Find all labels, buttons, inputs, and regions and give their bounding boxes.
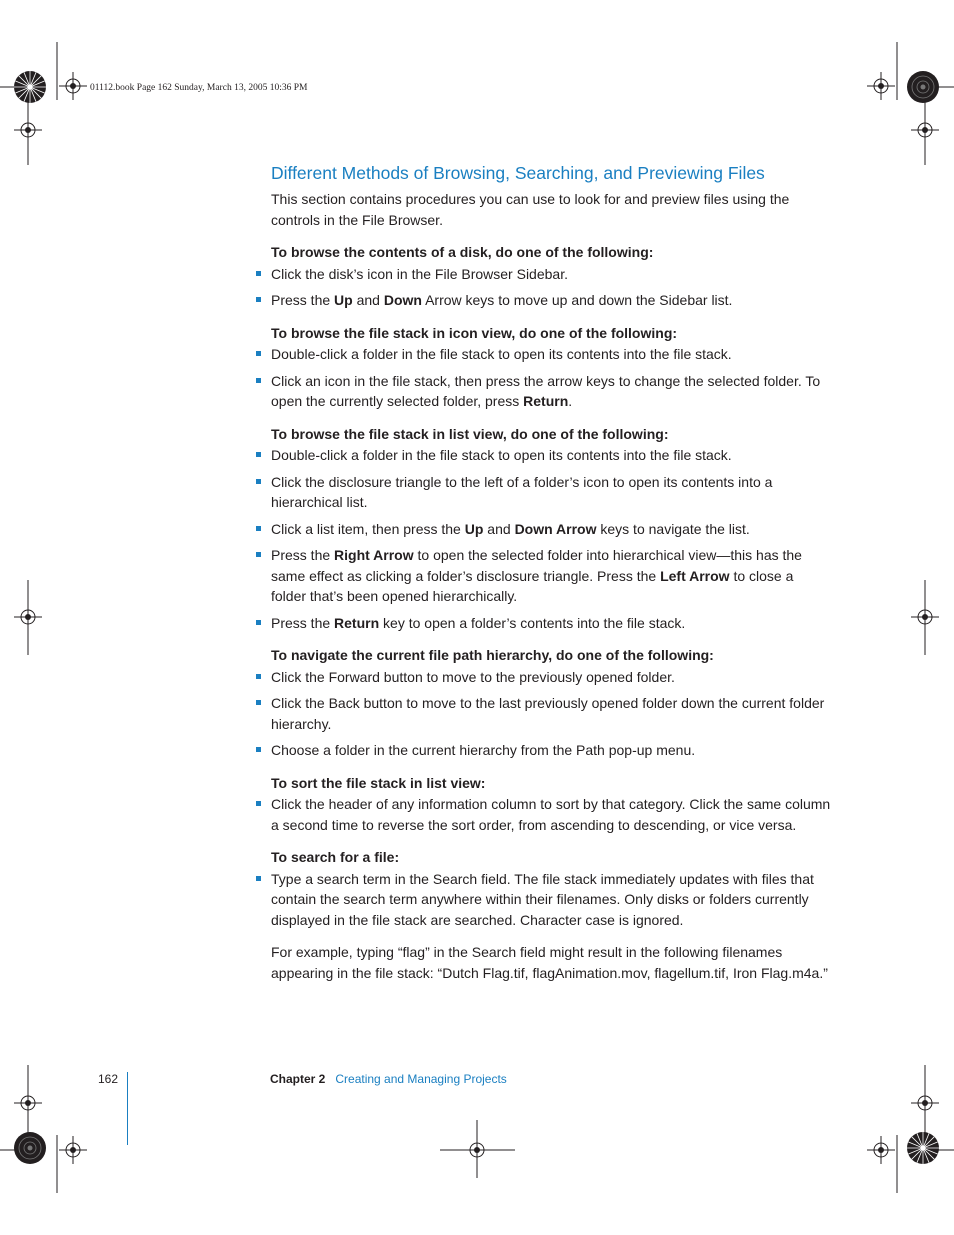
item-text: keys to navigate the list. xyxy=(596,520,750,537)
bullet-square-icon xyxy=(256,526,261,531)
chapter-title-link[interactable]: Creating and Managing Projects xyxy=(335,1072,507,1086)
item-text: Click the disclosure triangle to the left of a folder’s icon to open its contents into a hierarchical list. xyxy=(271,473,773,510)
list-item xyxy=(271,794,831,835)
intro-paragraph: This section contains procedures you can use to look for and preview files using the controls in the File Browser. xyxy=(271,191,790,228)
list-item xyxy=(271,472,831,513)
item-text: Arrow keys to move up and down the Sidebar list. xyxy=(421,292,733,308)
list-item xyxy=(271,667,831,688)
bullet-square-icon xyxy=(256,620,261,625)
list-item xyxy=(271,613,831,634)
task-list xyxy=(271,242,831,930)
item-text: Click the Forward button to move to the previously opened folder. xyxy=(271,668,675,685)
task-heading: To sort the file stack in list view: xyxy=(271,774,486,791)
item-text: Press the xyxy=(271,614,335,631)
key-name: Return xyxy=(334,614,380,631)
item-text: Press the xyxy=(271,292,335,308)
bullet-square-icon xyxy=(256,700,261,705)
key-name: Down xyxy=(383,292,422,308)
list-item xyxy=(271,371,831,412)
registration-target-icon xyxy=(59,72,87,100)
list-item xyxy=(271,693,831,734)
page-number: 162 xyxy=(98,1072,119,1086)
list-item xyxy=(271,264,831,285)
item-text: Click the disk’s icon in the File Browser Sidebar. xyxy=(271,265,568,282)
item-text: to open the selected folder into hierarchical view—this has the same effect as clicking a folder’s disclosure triangle. Press the xyxy=(271,547,802,584)
task-heading: To browse the file stack in icon view, do one of the following: xyxy=(271,324,678,341)
item-text: Click the header of any information column to sort by that category. Click the same column a second time to reverse the sort order, from ascending to descending, or vice versa. xyxy=(271,796,831,833)
example-paragraph: For example, typing “flag” in the Search field might result in the following filenames appearing in the file stack: “Dutch Flag.tif, flagAnimation.mov, flagellum.tif, Iron Flag.m4a.” xyxy=(271,944,828,981)
bullet-square-icon xyxy=(256,801,261,806)
list-item xyxy=(271,445,831,466)
registration-target-icon xyxy=(911,603,939,631)
item-text: key to open a folder’s contents into the file stack. xyxy=(379,614,686,631)
list-item xyxy=(271,740,831,761)
bullet-list xyxy=(271,264,831,311)
bullet-list xyxy=(271,869,831,931)
item-text: and xyxy=(483,520,515,537)
task-heading: To search for a file: xyxy=(271,849,400,865)
bullet-list xyxy=(271,794,831,835)
section-title: Different Methods of Browsing, Searching, and Previewing Files xyxy=(271,163,765,183)
bullet-square-icon xyxy=(256,747,261,752)
bullet-square-icon xyxy=(256,452,261,457)
bullet-square-icon xyxy=(256,378,261,383)
key-name: Right Arrow xyxy=(334,547,414,563)
page-content xyxy=(271,161,831,983)
bullet-square-icon xyxy=(256,876,261,881)
registration-target-icon xyxy=(911,116,939,144)
list-item xyxy=(271,545,831,607)
list-item xyxy=(271,869,831,931)
item-text: Click the Back button to move to the last previously opened folder down the current folder hierarchy. xyxy=(271,695,825,732)
bullet-square-icon xyxy=(256,297,261,302)
key-name: Down Arrow xyxy=(514,520,597,537)
bullet-square-icon xyxy=(256,479,261,484)
key-name: Up xyxy=(334,292,353,308)
item-text: Click a list item, then press the xyxy=(271,520,465,537)
chapter-footer xyxy=(270,1072,507,1086)
star-target-icon xyxy=(906,1131,940,1165)
key-name: Up xyxy=(464,520,484,537)
list-item xyxy=(271,290,831,311)
task-heading: To navigate the current file path hierarchy, do one of the following: xyxy=(271,647,714,663)
registration-target-icon xyxy=(14,116,42,144)
item-text: Choose a folder in the current hierarchy from the Path pop-up menu. xyxy=(271,742,696,758)
bullet-list xyxy=(271,667,831,761)
bullet-square-icon xyxy=(256,351,261,356)
registration-target-icon xyxy=(14,603,42,631)
item-text: . xyxy=(568,393,573,409)
star-target-icon xyxy=(906,70,940,104)
bullet-list xyxy=(271,445,831,633)
star-target-icon xyxy=(13,70,47,104)
item-text: Press the xyxy=(271,547,335,563)
registration-target-icon xyxy=(463,1136,491,1164)
task-heading: To browse the file stack in list view, do one of the following: xyxy=(271,425,669,442)
bullet-list xyxy=(271,344,831,412)
item-text: Double-click a folder in the file stack to open its contents into the file stack. xyxy=(271,447,732,463)
bullet-square-icon xyxy=(256,271,261,276)
key-name: Left Arrow xyxy=(660,567,730,584)
registration-target-icon xyxy=(867,72,895,100)
chapter-label: Chapter 2 xyxy=(270,1072,326,1086)
bullet-square-icon xyxy=(256,674,261,679)
item-text: Click an icon in the file stack, then press the arrow keys to change the selected folder. To open the currently selected folder, press xyxy=(271,372,821,409)
list-item xyxy=(271,519,831,540)
registration-target-icon xyxy=(911,1089,939,1117)
footer-rule xyxy=(127,1072,128,1145)
item-text: to close a folder that’s been opened hierarchically. xyxy=(271,567,794,604)
registration-target-icon xyxy=(59,1136,87,1164)
item-text: Type a search term in the Search field. The file stack immediately updates with files that contain the search term anywhere within their filenames. Only disks or folders currently displayed in the file stack are searched. Character case is ignored. xyxy=(271,870,814,928)
star-target-icon xyxy=(13,1131,47,1165)
item-text: Double-click a folder in the file stack to open its contents into the file stack. xyxy=(271,346,732,362)
task-heading: To browse the contents of a disk, do one of the following: xyxy=(271,244,654,260)
item-text: and xyxy=(352,292,384,308)
list-item xyxy=(271,344,831,365)
key-name: Return xyxy=(523,393,569,409)
print-header: 01112.book Page 162 Sunday, March 13, 2005 10:36 PM xyxy=(90,83,308,93)
bullet-square-icon xyxy=(256,552,261,557)
registration-target-icon xyxy=(867,1136,895,1164)
registration-target-icon xyxy=(14,1089,42,1117)
